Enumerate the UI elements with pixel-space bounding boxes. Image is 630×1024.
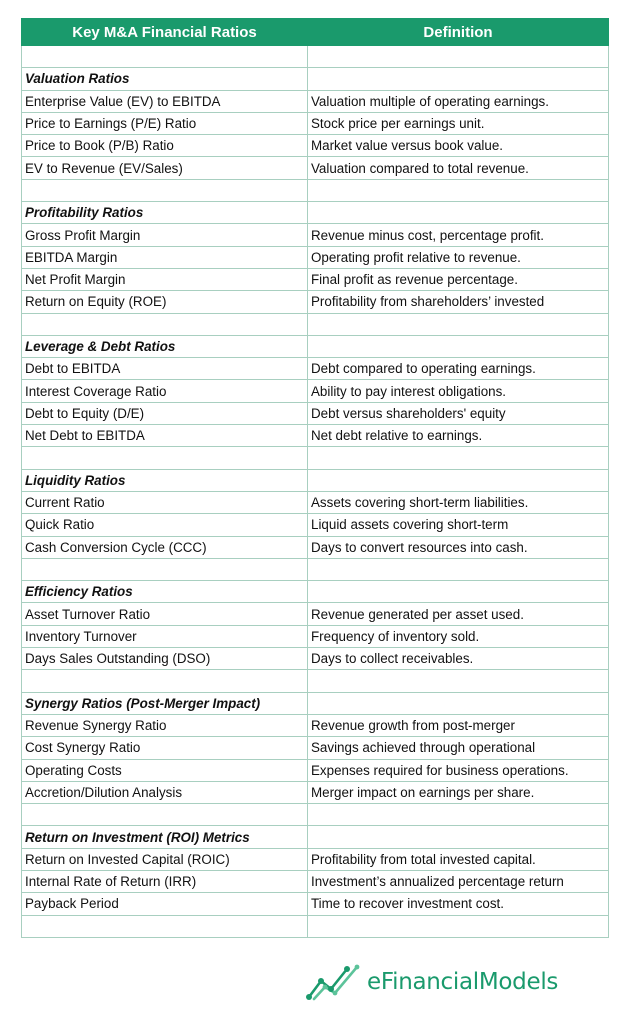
- empty-cell: [308, 46, 609, 68]
- definition-cell: Stock price per earnings unit.: [308, 112, 609, 134]
- ratio-name-cell: Gross Profit Margin: [22, 224, 308, 246]
- ratio-name-cell: Price to Earnings (P/E) Ratio: [22, 112, 308, 134]
- table-row: [22, 625, 609, 647]
- header-definition: Definition: [308, 19, 609, 46]
- table-row: [22, 491, 609, 513]
- definition-cell: Revenue generated per asset used.: [308, 603, 609, 625]
- definition-cell: Debt compared to operating earnings.: [308, 358, 609, 380]
- empty-cell: [308, 202, 609, 224]
- table-row: [22, 870, 609, 892]
- ratio-name-cell: Days Sales Outstanding (DSO): [22, 648, 308, 670]
- definition-cell: Valuation multiple of operating earnings.: [308, 90, 609, 112]
- ratio-name-cell: Internal Rate of Return (IRR): [22, 870, 308, 892]
- empty-cell: [22, 804, 308, 826]
- empty-cell: [308, 915, 609, 937]
- ratio-name-cell: Asset Turnover Ratio: [22, 603, 308, 625]
- table-row: [22, 848, 609, 870]
- empty-cell: [308, 804, 609, 826]
- empty-cell: [308, 179, 609, 201]
- table-row: [22, 402, 609, 424]
- table-row: [22, 246, 609, 268]
- empty-cell: [22, 558, 308, 580]
- ratio-name-cell: Cost Synergy Ratio: [22, 737, 308, 759]
- empty-cell: [308, 469, 609, 491]
- empty-cell: [308, 826, 609, 848]
- definition-cell: Final profit as revenue percentage.: [308, 268, 609, 290]
- empty-cell: [308, 447, 609, 469]
- table-row: [22, 893, 609, 915]
- ratio-name-cell: Inventory Turnover: [22, 625, 308, 647]
- ratio-name-cell: Net Debt to EBITDA: [22, 425, 308, 447]
- table-row: [22, 135, 609, 157]
- section-title: Efficiency Ratios: [22, 581, 308, 603]
- definition-cell: Market value versus book value.: [308, 135, 609, 157]
- table-row: [22, 759, 609, 781]
- definition-cell: Savings achieved through operational: [308, 737, 609, 759]
- section-title: Return on Investment (ROI) Metrics: [22, 826, 308, 848]
- empty-cell: [22, 46, 308, 68]
- ratio-name-cell: Net Profit Margin: [22, 268, 308, 290]
- empty-cell: [22, 915, 308, 937]
- section-header-row: [22, 581, 609, 603]
- logo-text: eFinancialModels: [367, 969, 559, 995]
- definition-cell: Expenses required for business operations.: [308, 759, 609, 781]
- definition-cell: Merger impact on earnings per share.: [308, 781, 609, 803]
- ratio-name-cell: Cash Conversion Cycle (CCC): [22, 536, 308, 558]
- ratio-name-cell: Current Ratio: [22, 491, 308, 513]
- ratios-table: [21, 18, 609, 938]
- table-body: [22, 46, 609, 938]
- definition-cell: Frequency of inventory sold.: [308, 625, 609, 647]
- definition-cell: Debt versus shareholders' equity: [308, 402, 609, 424]
- table-row: [22, 224, 609, 246]
- empty-cell: [22, 313, 308, 335]
- ratio-name-cell: Debt to EBITDA: [22, 358, 308, 380]
- ratio-name-cell: Return on Equity (ROE): [22, 291, 308, 313]
- section-title: Synergy Ratios (Post-Merger Impact): [22, 692, 308, 714]
- empty-cell: [308, 581, 609, 603]
- empty-cell: [308, 558, 609, 580]
- table-row: [22, 781, 609, 803]
- empty-row: [22, 46, 609, 68]
- ratio-name-cell: EBITDA Margin: [22, 246, 308, 268]
- empty-row: [22, 179, 609, 201]
- ratio-name-cell: Interest Coverage Ratio: [22, 380, 308, 402]
- table-row: [22, 514, 609, 536]
- table-row: [22, 358, 609, 380]
- ratio-name-cell: EV to Revenue (EV/Sales): [22, 157, 308, 179]
- section-title: Profitability Ratios: [22, 202, 308, 224]
- definition-cell: Profitability from shareholders’ invested: [308, 291, 609, 313]
- section-header-row: [22, 68, 609, 90]
- empty-row: [22, 915, 609, 937]
- definition-cell: Liquid assets covering short-term: [308, 514, 609, 536]
- definition-cell: Time to recover investment cost.: [308, 893, 609, 915]
- table-row: [22, 425, 609, 447]
- empty-cell: [308, 68, 609, 90]
- empty-cell: [308, 670, 609, 692]
- efinancialmodels-logo: [305, 960, 558, 1004]
- ratio-name-cell: Debt to Equity (D/E): [22, 402, 308, 424]
- table-row: [22, 268, 609, 290]
- empty-cell: [22, 670, 308, 692]
- section-header-row: [22, 826, 609, 848]
- ratio-name-cell: Operating Costs: [22, 759, 308, 781]
- empty-cell: [22, 447, 308, 469]
- empty-row: [22, 447, 609, 469]
- header-ratio: Key M&A Financial Ratios: [22, 19, 308, 46]
- section-header-row: [22, 202, 609, 224]
- empty-row: [22, 670, 609, 692]
- table-row: [22, 291, 609, 313]
- definition-cell: Assets covering short-term liabilities.: [308, 491, 609, 513]
- definition-cell: Revenue minus cost, percentage profit.: [308, 224, 609, 246]
- empty-cell: [308, 692, 609, 714]
- ratio-name-cell: Price to Book (P/B) Ratio: [22, 135, 308, 157]
- section-title: Valuation Ratios: [22, 68, 308, 90]
- table-row: [22, 536, 609, 558]
- definition-cell: Days to collect receivables.: [308, 648, 609, 670]
- table-row: [22, 714, 609, 736]
- empty-cell: [308, 313, 609, 335]
- definition-cell: Operating profit relative to revenue.: [308, 246, 609, 268]
- ratio-name-cell: Payback Period: [22, 893, 308, 915]
- empty-row: [22, 313, 609, 335]
- ratio-name-cell: Enterprise Value (EV) to EBITDA: [22, 90, 308, 112]
- ratio-name-cell: Return on Invested Capital (ROIC): [22, 848, 308, 870]
- definition-cell: Revenue growth from post-merger: [308, 714, 609, 736]
- empty-cell: [308, 335, 609, 357]
- table-row: [22, 157, 609, 179]
- definition-cell: Investment’s annualized percentage return: [308, 870, 609, 892]
- section-title: Leverage & Debt Ratios: [22, 335, 308, 357]
- trend-line-logo-icon: [305, 962, 363, 1002]
- section-title: Liquidity Ratios: [22, 469, 308, 491]
- table-row: [22, 112, 609, 134]
- table-header: [22, 19, 609, 46]
- header-row: [22, 19, 609, 46]
- table-row: [22, 90, 609, 112]
- empty-row: [22, 558, 609, 580]
- definition-cell: Days to convert resources into cash.: [308, 536, 609, 558]
- ratio-name-cell: Quick Ratio: [22, 514, 308, 536]
- section-header-row: [22, 692, 609, 714]
- table-row: [22, 380, 609, 402]
- definition-cell: Valuation compared to total revenue.: [308, 157, 609, 179]
- table-row: [22, 603, 609, 625]
- table-row: [22, 648, 609, 670]
- section-header-row: [22, 469, 609, 491]
- definition-cell: Net debt relative to earnings.: [308, 425, 609, 447]
- table-row: [22, 737, 609, 759]
- ratio-name-cell: Accretion/Dilution Analysis: [22, 781, 308, 803]
- empty-row: [22, 804, 609, 826]
- definition-cell: Ability to pay interest obligations.: [308, 380, 609, 402]
- ratio-name-cell: Revenue Synergy Ratio: [22, 714, 308, 736]
- definition-cell: Profitability from total invested capital.: [308, 848, 609, 870]
- empty-cell: [22, 179, 308, 201]
- section-header-row: [22, 335, 609, 357]
